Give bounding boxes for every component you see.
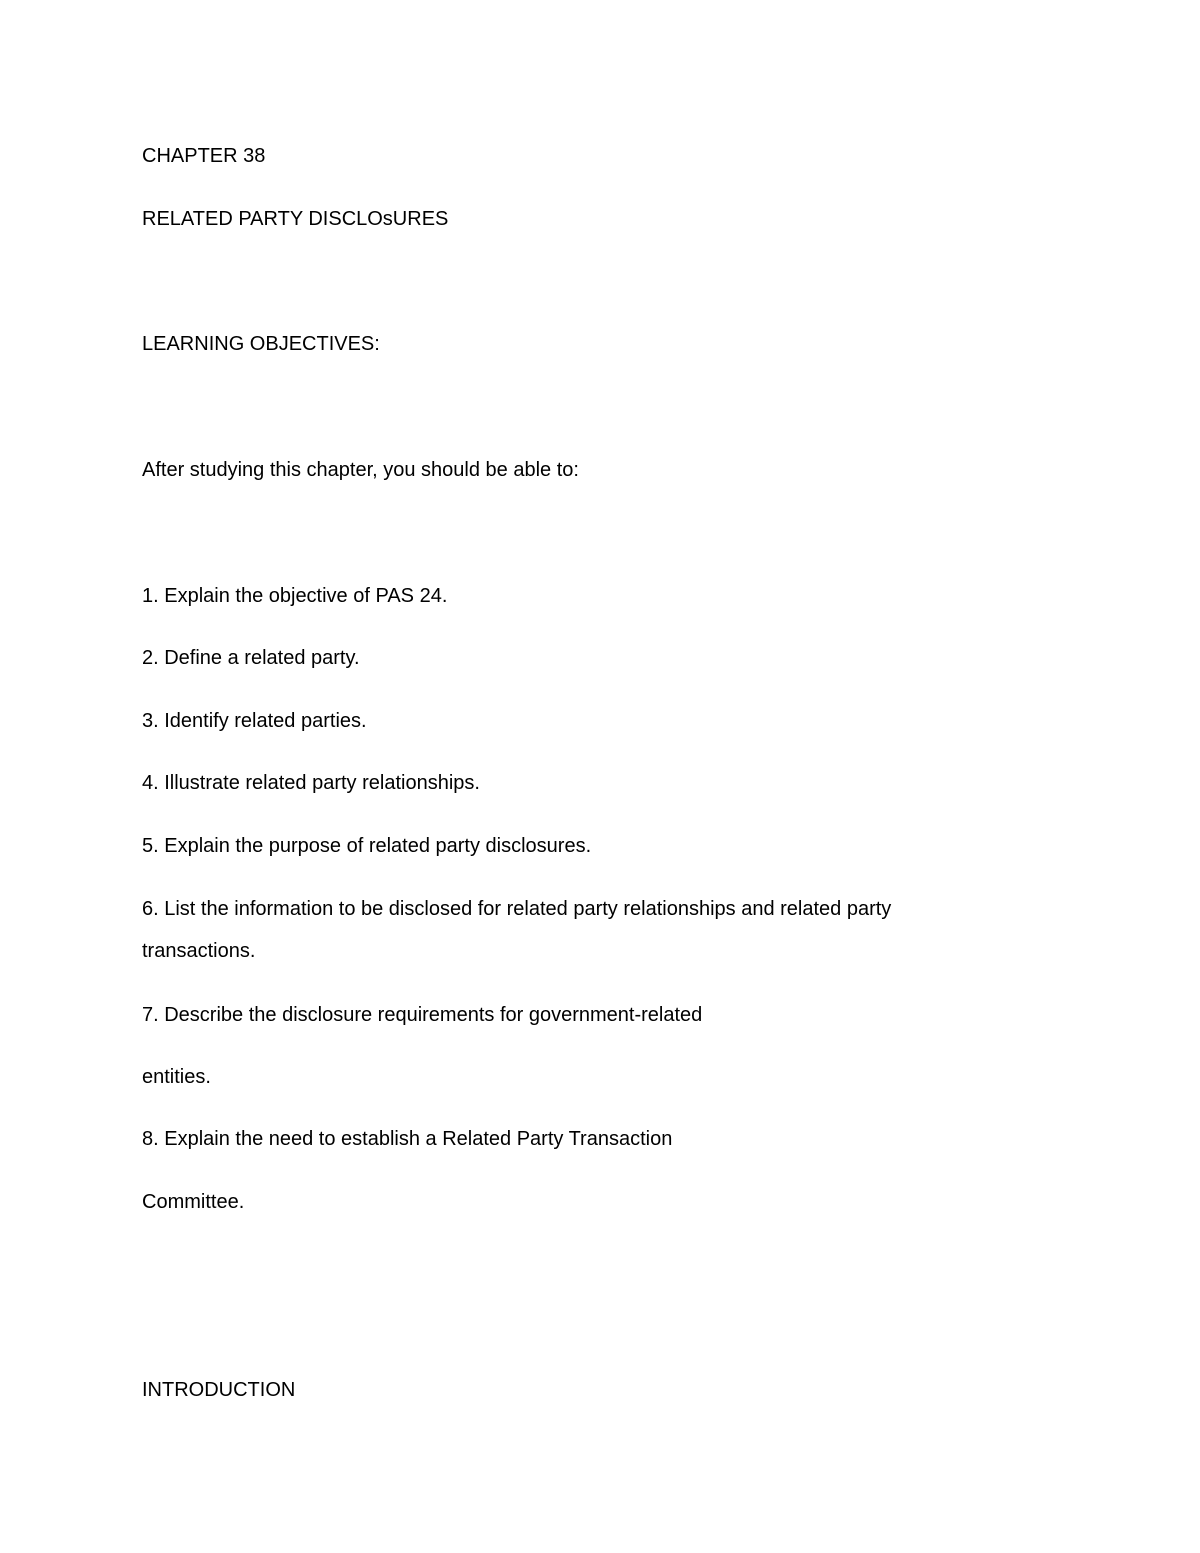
objective-item: 6. List the information to be disclosed for related party relationships and related party (142, 898, 892, 920)
objective-item: 8. Explain the need to establish a Related Party Transaction (142, 1128, 673, 1150)
intro-sentence: After studying this chapter, you should be able to: (142, 459, 579, 481)
objective-item-continuation: Committee. (142, 1191, 245, 1213)
objective-item: 3. Identify related parties. (142, 710, 367, 732)
objective-item: 2. Define a related party. (142, 647, 360, 669)
objective-item: 4. Illustrate related party relationships. (142, 772, 480, 794)
objectives-heading: LEARNING OBJECTIVES: (142, 333, 380, 355)
section-heading: INTRODUCTION (142, 1379, 296, 1401)
objective-item: 1. Explain the objective of PAS 24. (142, 585, 448, 607)
objective-item: 7. Describe the disclosure requirements for government-related (142, 1004, 703, 1026)
objective-item-continuation: entities. (142, 1066, 211, 1088)
chapter-title: RELATED PARTY DISCLOsURES (142, 208, 449, 230)
objective-item-continuation: transactions. (142, 940, 256, 962)
objective-item: 5. Explain the purpose of related party disclosures. (142, 835, 592, 857)
chapter-number: CHAPTER 38 (142, 145, 266, 167)
